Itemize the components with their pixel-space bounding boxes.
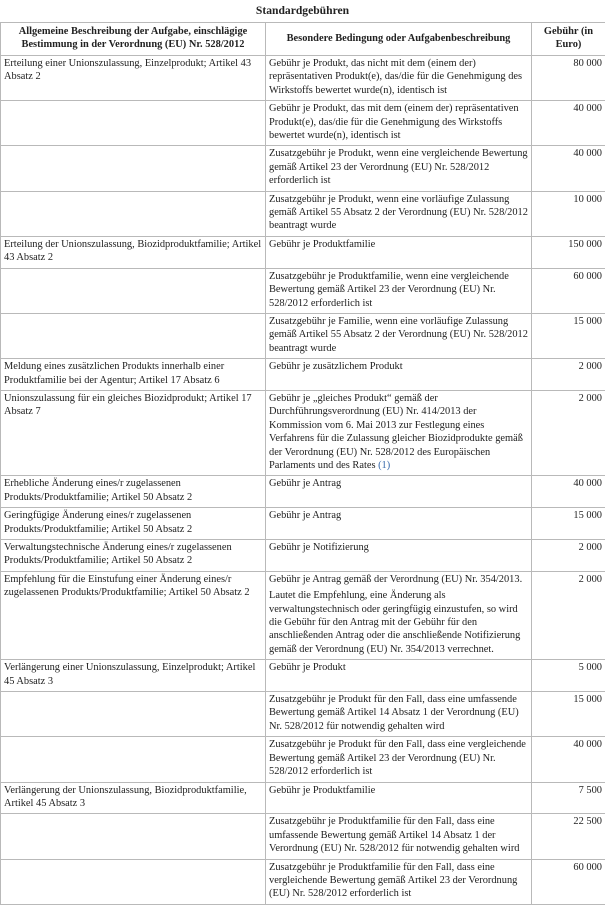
condition-paragraph (269, 815, 528, 855)
condition-paragraph (269, 193, 528, 233)
header-fee: Gebühr (in Euro) (532, 23, 605, 56)
condition-paragraph (269, 509, 528, 522)
fee-amount: 10 000 (532, 191, 605, 236)
task-description (1, 101, 266, 146)
condition-description (266, 101, 532, 146)
table-row (1, 508, 605, 540)
table-row (1, 814, 605, 859)
condition-text: Zusatzgebühr je Produkt, wenn eine vorläufige Zulassung gemäß Artikel 55 Absatz 2 der Verordnung (EU) Nr. 528/2012 beantragt wurde (269, 194, 528, 232)
fee-amount: 7 500 (532, 782, 605, 814)
header-condition: Besondere Bedingung oder Aufgabenbeschreibung (266, 23, 532, 56)
condition-paragraph (269, 57, 528, 97)
condition-description (266, 540, 532, 572)
footnote-link[interactable]: (1) (378, 460, 390, 471)
fee-amount: 5 000 (532, 660, 605, 692)
condition-description (266, 390, 532, 475)
condition-text: Zusatzgebühr je Produktfamilie für den Fall, dass eine vergleichende Bewertung gemäß Artikel 23 der Verordnung (EU) Nr. 528/2012 erforderlich ist (269, 862, 517, 900)
table-row (1, 191, 605, 236)
condition-paragraph (269, 238, 528, 251)
condition-paragraph (269, 270, 528, 310)
condition-text: Gebühr je „gleiches Produkt“ gemäß der Durchführungsverordnung (EU) Nr. 414/2013 der Kommission vom 6. Mai 2013 zur Festlegung eines Verfahrens für die Zulassung gleicher Biozidprodukte gemäß der Verordnung (EU) Nr. 528/2012 des Europäischen Parlaments und des Rates (269, 393, 523, 471)
table-row (1, 359, 605, 391)
task-description: Unionszulassung für ein gleiches Biozidprodukt; Artikel 17 Absatz 7 (1, 390, 266, 475)
condition-paragraph (269, 784, 528, 797)
header-description: Allgemeine Beschreibung der Aufgabe, einschlägige Bestimmung in der Verordnung (EU) Nr. 528/2012 (1, 23, 266, 56)
condition-description (266, 313, 532, 358)
task-description: Erteilung der Unionszulassung, Biozidproduktfamilie; Artikel 43 Absatz 2 (1, 236, 266, 268)
fee-table-body (1, 56, 605, 905)
task-description (1, 146, 266, 191)
condition-description (266, 56, 532, 101)
table-row (1, 56, 605, 101)
fee-amount: 15 000 (532, 692, 605, 737)
condition-paragraph (269, 147, 528, 187)
condition-description (266, 692, 532, 737)
table-row (1, 737, 605, 782)
task-description (1, 268, 266, 313)
condition-paragraph (269, 661, 528, 674)
condition-text: Lautet die Empfehlung, eine Änderung als verwaltungstechnisch oder geringfügig einzustufen, so wird die Gebühr für den Antrag mit der Gebühr für den anschließenden Antrag oder die anschließende Notifizierung gemäß der Verordnung (EU) Nr. 354/2013 verrechnet. (269, 590, 520, 655)
condition-paragraph (269, 315, 528, 355)
condition-text: Gebühr je zusätzlichem Produkt (269, 361, 403, 372)
task-description: Erhebliche Änderung eines/r zugelassenen Produkts/Produktfamilie; Artikel 50 Absatz 2 (1, 476, 266, 508)
condition-text: Gebühr je Produkt, das nicht mit dem (einem der) repräsentativen Produkt(e), das/die für die Genehmigung des Wirkstoffs bewertet wurde(n), identisch ist (269, 58, 522, 96)
condition-text: Zusatzgebühr je Produkt für den Fall, dass eine vergleichende Bewertung gemäß Artikel 23 der Verordnung (EU) Nr. 528/2012 erforderlich ist (269, 739, 526, 777)
table-row (1, 476, 605, 508)
table-row (1, 660, 605, 692)
table-row (1, 692, 605, 737)
condition-paragraph (269, 477, 528, 490)
condition-description (266, 146, 532, 191)
task-description: Meldung eines zusätzlichen Produkts innerhalb einer Produktfamilie bei der Agentur; Artikel 17 Absatz 6 (1, 359, 266, 391)
fee-amount: 40 000 (532, 476, 605, 508)
condition-description (266, 268, 532, 313)
fee-amount: 2 000 (532, 571, 605, 659)
table-row (1, 268, 605, 313)
fee-amount: 60 000 (532, 859, 605, 904)
table-row (1, 390, 605, 475)
condition-description (266, 191, 532, 236)
task-description (1, 814, 266, 859)
condition-text: Gebühr je Produkt, das mit dem (einem der) repräsentativen Produkt(e), das/die für die Genehmigung des Wirkstoffs bewertet wurde(n), identisch ist (269, 103, 519, 141)
condition-description (266, 476, 532, 508)
condition-description (266, 814, 532, 859)
fee-amount: 2 000 (532, 359, 605, 391)
table-title: Standardgebühren (0, 4, 605, 18)
condition-text: Zusatzgebühr je Produkt für den Fall, dass eine umfassende Bewertung gemäß Artikel 14 Absatz 1 der Verordnung (EU) Nr. 528/2012 für notwendig gehalten wird (269, 694, 519, 732)
task-description (1, 737, 266, 782)
fee-amount: 22 500 (532, 814, 605, 859)
task-description: Verlängerung der Unionszulassung, Biozidproduktfamilie, Artikel 45 Absatz 3 (1, 782, 266, 814)
condition-paragraph (269, 693, 528, 733)
condition-paragraph (269, 573, 528, 586)
condition-description (266, 236, 532, 268)
condition-text: Gebühr je Antrag (269, 478, 341, 489)
condition-description (266, 571, 532, 659)
condition-text: Gebühr je Notifizierung (269, 542, 369, 553)
condition-text: Gebühr je Produkt (269, 662, 346, 673)
condition-text: Zusatzgebühr je Produkt, wenn eine vergleichende Bewertung gemäß Artikel 23 der Verordnung (EU) Nr. 528/2012 erforderlich ist (269, 148, 528, 186)
condition-paragraph (269, 861, 528, 901)
condition-paragraph (269, 541, 528, 554)
fee-amount: 2 000 (532, 540, 605, 572)
condition-description (266, 737, 532, 782)
condition-paragraph (269, 738, 528, 778)
task-description (1, 859, 266, 904)
fee-amount: 60 000 (532, 268, 605, 313)
condition-paragraph (269, 589, 528, 656)
table-row (1, 146, 605, 191)
fee-amount: 15 000 (532, 508, 605, 540)
table-row (1, 313, 605, 358)
table-row (1, 540, 605, 572)
table-row (1, 571, 605, 659)
condition-description (266, 859, 532, 904)
task-description (1, 191, 266, 236)
task-description: Geringfügige Änderung eines/r zugelassenen Produkts/Produktfamilie; Artikel 50 Absatz 2 (1, 508, 266, 540)
table-row (1, 101, 605, 146)
condition-description (266, 782, 532, 814)
condition-text: Zusatzgebühr je Produktfamilie, wenn eine vergleichende Bewertung gemäß Artikel 23 der Verordnung (EU) Nr. 528/2012 erforderlich ist (269, 271, 509, 309)
condition-text: Zusatzgebühr je Familie, wenn eine vorläufige Zulassung gemäß Artikel 55 Absatz 2 der Verordnung (EU) Nr. 528/2012 beantragt wurde (269, 316, 528, 354)
table-row (1, 859, 605, 904)
fee-amount: 40 000 (532, 737, 605, 782)
task-description: Verwaltungstechnische Änderung eines/r zugelassenen Produkts/Produktfamilie; Artikel 50 Absatz 2 (1, 540, 266, 572)
condition-description (266, 508, 532, 540)
condition-description (266, 660, 532, 692)
table-row (1, 236, 605, 268)
fee-amount: 80 000 (532, 56, 605, 101)
fee-amount: 40 000 (532, 101, 605, 146)
condition-text: Gebühr je Produktfamilie (269, 239, 375, 250)
condition-text: Gebühr je Antrag (269, 510, 341, 521)
fee-amount: 150 000 (532, 236, 605, 268)
task-description: Empfehlung für die Einstufung einer Änderung eines/r zugelassenen Produkts/Produktfamilie; Artikel 50 Absatz 2 (1, 571, 266, 659)
condition-paragraph (269, 360, 528, 373)
table-header-row (1, 23, 605, 56)
table-row (1, 782, 605, 814)
task-description (1, 313, 266, 358)
condition-text: Zusatzgebühr je Produktfamilie für den Fall, dass eine umfassende Bewertung gemäß Artikel 14 Absatz 1 der Verordnung (EU) Nr. 528/2012 für notwendig gehalten wird (269, 816, 519, 854)
fee-amount: 2 000 (532, 390, 605, 475)
fee-amount: 15 000 (532, 313, 605, 358)
condition-paragraph (269, 392, 528, 472)
condition-text: Gebühr je Antrag gemäß der Verordnung (EU) Nr. 354/2013. (269, 574, 522, 585)
condition-paragraph (269, 102, 528, 142)
task-description: Erteilung einer Unionszulassung, Einzelprodukt; Artikel 43 Absatz 2 (1, 56, 266, 101)
fee-amount: 40 000 (532, 146, 605, 191)
condition-description (266, 359, 532, 391)
fee-table (0, 22, 605, 905)
task-description: Verlängerung einer Unionszulassung, Einzelprodukt; Artikel 45 Absatz 3 (1, 660, 266, 692)
condition-text: Gebühr je Produktfamilie (269, 785, 375, 796)
task-description (1, 692, 266, 737)
